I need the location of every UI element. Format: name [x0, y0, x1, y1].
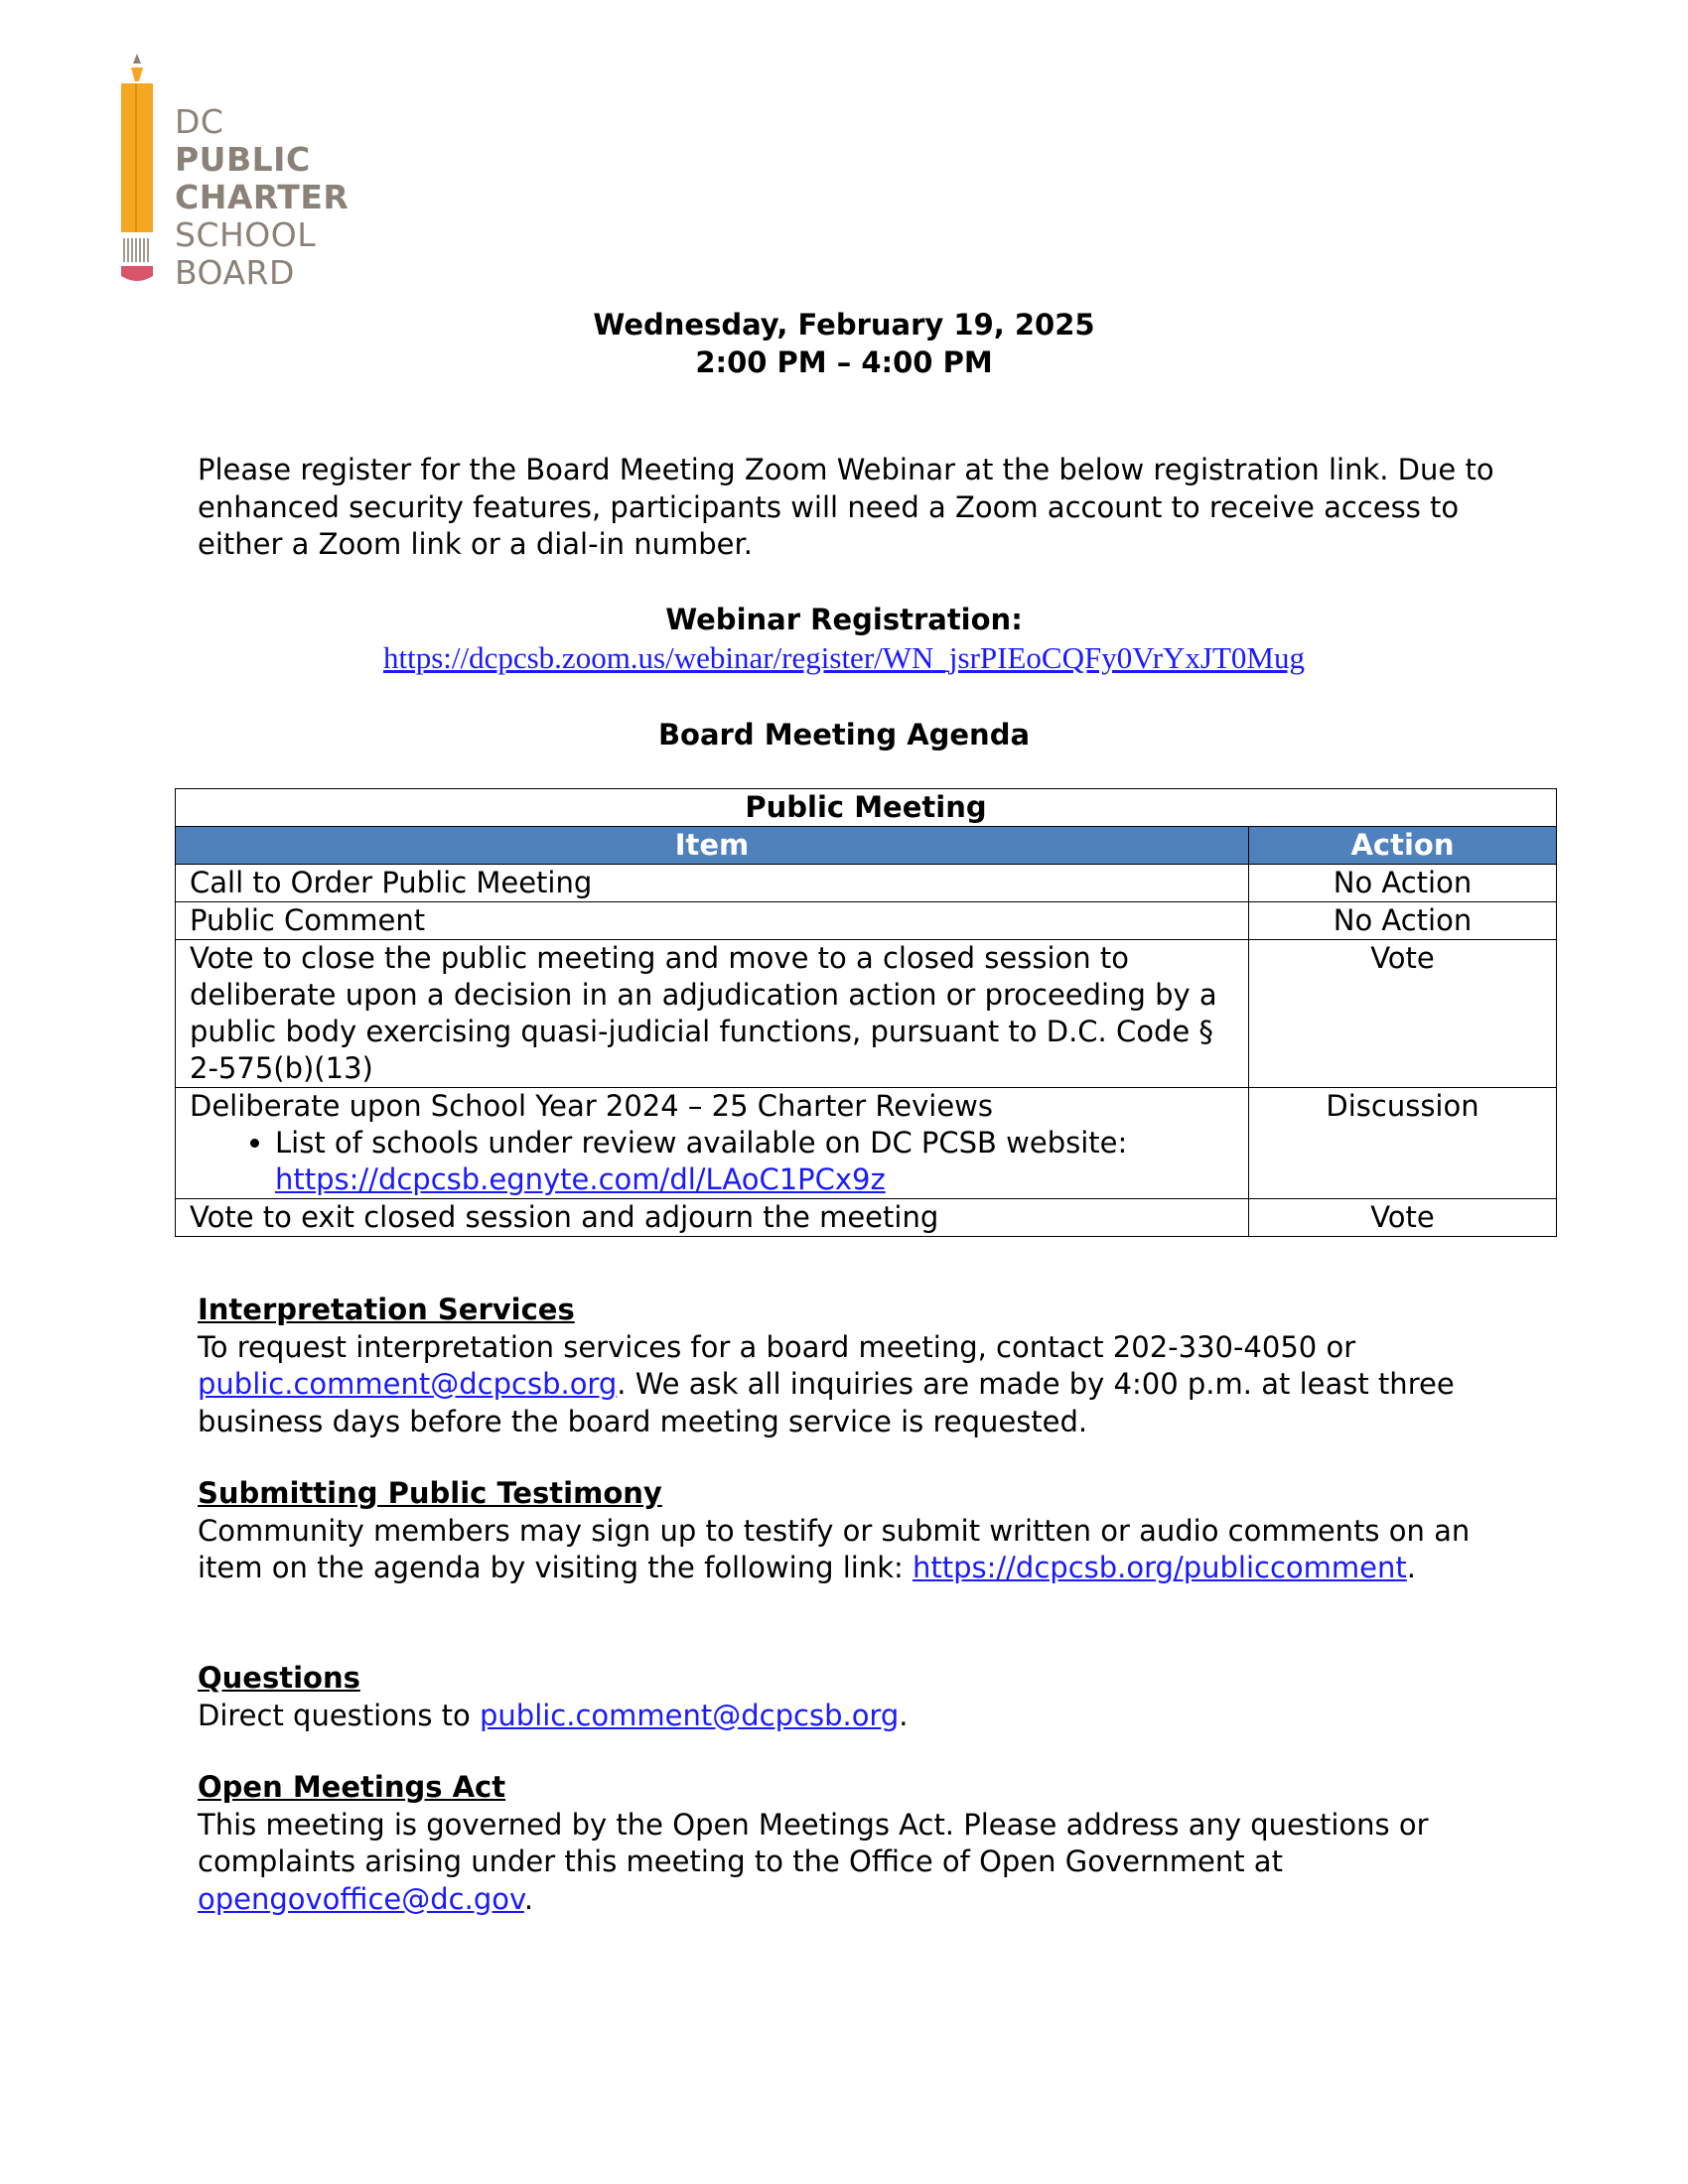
- agenda-action: No Action: [1249, 902, 1557, 940]
- agenda-item-cell: [176, 1088, 1249, 1199]
- table-row: [176, 865, 1557, 902]
- questions-email-link[interactable]: public.comment@dcpcsb.org: [480, 1698, 900, 1732]
- agenda-item: Call to Order Public Meeting: [176, 865, 1249, 902]
- public-comment-link[interactable]: https://dcpcsb.org/publiccomment: [912, 1551, 1407, 1584]
- agenda-action: Discussion: [1249, 1088, 1557, 1199]
- logo-wordmark: [175, 103, 349, 292]
- agenda-action: No Action: [1249, 865, 1557, 902]
- table-caption-row: [176, 789, 1557, 827]
- body-text: .: [523, 1881, 534, 1916]
- charter-reviews-link[interactable]: https://dcpcsb.egnyte.com/dl/LAoC1PCx9z: [275, 1162, 886, 1196]
- section-body: [198, 1513, 1528, 1587]
- body-text: To request interpretation services for a board meeting, contact 202-330-4050 or: [198, 1329, 1356, 1364]
- agenda-item: Vote to exit closed session and adjourn the meeting: [176, 1199, 1249, 1237]
- logo-word-dc: DC: [175, 102, 224, 141]
- agenda-title: Board Meeting Agenda: [657, 718, 1031, 751]
- agenda-item: Deliberate upon School Year 2024 – 25 Charter Reviews: [190, 1089, 994, 1123]
- section-body: [198, 1329, 1528, 1441]
- testimony-section: [198, 1475, 1528, 1587]
- meeting-date: Wednesday, February 19, 2025: [593, 308, 1095, 341]
- column-header-action: Action: [1249, 827, 1557, 865]
- body-text: This meeting is governed by the Open Meetings Act. Please address any questions or complaints arising under this meeting to the Office of Open Government at: [198, 1807, 1429, 1878]
- webinar-registration-link-wrap: [0, 638, 1688, 678]
- intro-paragraph: Please register for the Board Meeting Zoom Webinar at the below registration link. Due to enhanced security features, participants will need a Zoom account to receive access to either a Zoom link or a dial-in number.: [198, 453, 1494, 561]
- pencil-icon: [121, 54, 153, 281]
- agenda-action: Vote: [1249, 1199, 1557, 1237]
- table-header-row: [176, 827, 1557, 865]
- open-gov-email-link[interactable]: opengovoffice@dc.gov: [198, 1881, 524, 1916]
- body-text: . We ask all inquiries are made by 4:00 p.m. at least three business days before the board meeting service is requested.: [198, 1367, 1455, 1438]
- agenda-item: Public Comment: [176, 902, 1249, 940]
- section-title: Open Meetings Act: [198, 1770, 506, 1804]
- agenda-item: Vote to close the public meeting and move to a closed session to deliberate upon a decision in an adjudication action or proceeding by a public body exercising quasi-judicial functions, pursuant to D.C. Code § 2-575(b)(13): [176, 940, 1249, 1088]
- logo-word-public: PUBLIC: [175, 140, 311, 179]
- bullet-text: List of schools under review available on DC PCSB website:: [275, 1126, 1128, 1160]
- meeting-time: 2:00 PM – 4:00 PM: [695, 345, 993, 379]
- public-comment-email-link[interactable]: public.comment@dcpcsb.org: [198, 1367, 618, 1401]
- agenda-item-bullets: [190, 1125, 1234, 1198]
- agenda-table: [175, 788, 1557, 1237]
- section-title: Questions: [198, 1661, 360, 1695]
- logo-word-board: BOARD: [175, 253, 295, 292]
- column-header-item: Item: [176, 827, 1249, 865]
- questions-section: [198, 1660, 1528, 1734]
- table-row: [176, 1199, 1557, 1237]
- section-title: Submitting Public Testimony: [198, 1476, 662, 1510]
- agenda-action: Vote: [1249, 940, 1557, 1088]
- interpretation-section: [198, 1292, 1528, 1440]
- body-text: .: [1406, 1551, 1416, 1584]
- table-row: [176, 940, 1557, 1088]
- webinar-registration-title: Webinar Registration:: [665, 603, 1023, 636]
- body-text: Community members may sign up to testify or submit written or audio comments on an item on the agenda by visiting the following link:: [198, 1513, 1471, 1584]
- section-body: [198, 1807, 1528, 1919]
- table-row: [176, 1088, 1557, 1199]
- table-caption: Public Meeting: [176, 789, 1557, 827]
- logo-word-school: SCHOOL: [175, 215, 317, 254]
- open-meetings-section: [198, 1769, 1528, 1918]
- webinar-registration-link[interactable]: https://dcpcsb.zoom.us/webinar/register/WN_jsrPIEoCQFy0VrYxJT0Mug: [382, 640, 1306, 675]
- body-text: Direct questions to: [198, 1698, 480, 1732]
- logo-word-charter: CHARTER: [175, 178, 350, 216]
- section-body: [198, 1698, 1528, 1735]
- section-title: Interpretation Services: [198, 1293, 575, 1326]
- meeting-datetime: [0, 306, 1688, 381]
- table-row: [176, 902, 1557, 940]
- body-text: .: [899, 1698, 909, 1732]
- list-item: [275, 1125, 1234, 1198]
